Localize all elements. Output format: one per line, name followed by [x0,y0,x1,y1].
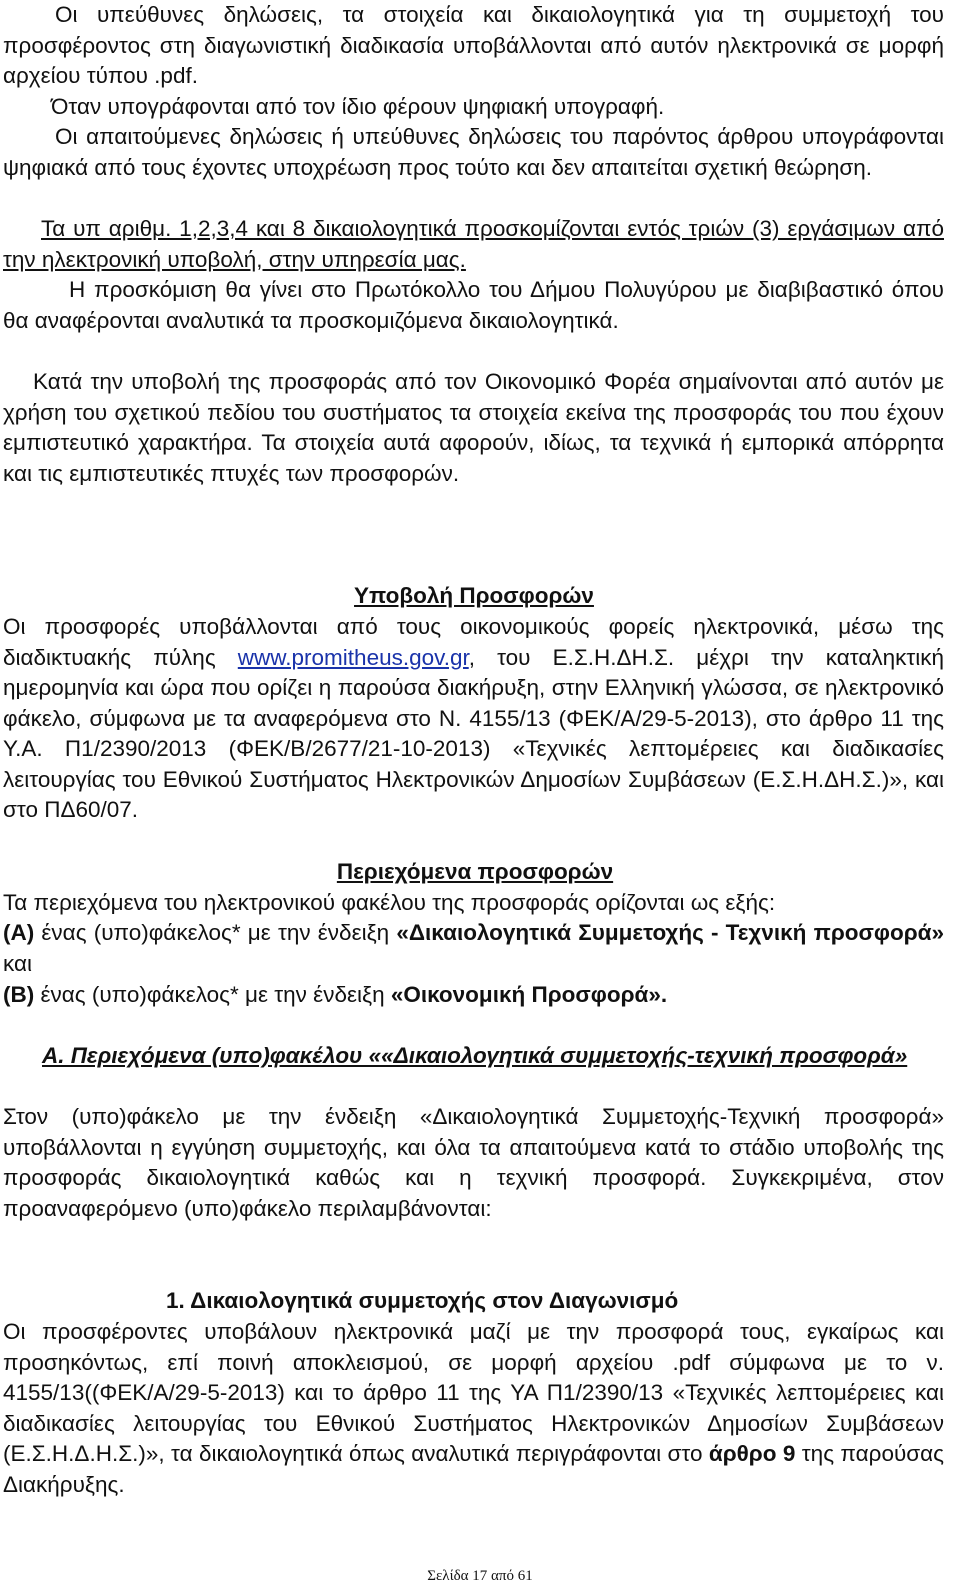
item-1-text-end: της παρούσας Διακήρυξης. [3,1441,944,1497]
item-b-envelope [3,980,944,1011]
page-number-footer: Σελίδα 17 από 61 [427,1568,533,1584]
item-a-text: ένας (υπο)φάκελος* με την ένδειξη [34,920,397,945]
item-1-text-start: Οι προσφέροντες υποβάλουν ηλεκτρονικά μαζί με την προσφορά τους, εγκαίρως και προσηκόντως, επί ποινή αποκλεισμού, σε μορφή αρχείου .pdf σύμφωνα με το ν. 4155/13((ΦΕΚ/Α/29-5-2013) και το άρθρο 11 της ΥΑ Π1/2390/13 «Τεχνικές λεπτομέρειες και διαδικασίες λειτουργίας του Εθνικού Συστήματος Ηλεκτρονικών Δημοσίων Συμβάσεων (Ε.Σ.Η.Δ.Η.Σ.)», τα δικαιολογητικά όπως αναλυτικά περιγράφονται στο [3,1319,944,1466]
heading-submission: Υποβολή Προσφορών [354,583,594,608]
submission-text-end: , του Ε.Σ.Η.ΔΗ.Σ. μέχρι την καταληκτική ημερομηνία και ώρα που ορίζει η παρούσα διακήρυξη, στην Ελληνική γλώσσα, σε ηλεκτρονικό φάκελο, σύμφωνα με τα αναφερόμενα στο Ν. 4155/13 (ΦΕΚ/Α/29-5-2013), στο άρθρο 11 της Υ.Α. Π1/2390/2013 (ΦΕΚ/Β/2677/21-10-2013) «Τεχνικές λεπτομέρειες και διαδικασίες λειτουργίας του Εθνικού Συστήματος Ηλεκτρονικών Δημοσίων Συμβάσεων (Ε.Σ.Η.ΔΗ.Σ.)», και στο ΠΔ60/07. [3,644,944,822]
paragraph-documents-delivery: Τα υπ αριθμ. 1,2,3,4 και 8 δικαιολογητικά προσκομίζονται εντός τριών (3) εργάσιμων από την ηλεκτρονική υποβολή, στην υπηρεσία μας. [3,216,944,272]
item-b-label: (Β) [3,982,35,1007]
paragraph-confidential: Κατά την υποβολή της προσφοράς από τον Οικονομικό Φορέα σημαίνονται από αυτόν με χρήση του σχετικού πεδίου του συστήματος τα στοιχεία εκείνα της προσφοράς του που έχουν εμπιστευτικό χαρακτήρα. Τα στοιχεία αυτά αφορούν, ιδίως, τα τεχνικά ή εμπορικά απόρρητα και τις εμπιστευτικές πτυχές των προσφορών. [3,369,944,486]
paragraph-submission [3,612,944,826]
heading-section-a: Α. Περιεχόμενα (υπο)φακέλου ««Δικαιολογητικά συμμετοχής-τεχνική προσφορά» [42,1043,908,1068]
paragraph-digital-signing: Οι απαιτούμενες δηλώσεις ή υπεύθυνες δηλώσεις του παρόντος άρθρου υπογράφονται ψηφιακά από τους έχοντες υποχρέωση προς τούτο και δεν απαιτείται σχετική θεώρηση. [3,124,944,180]
item-a-tail: και [3,950,32,976]
item-b-bold: «Οικονομική Προσφορά». [390,982,668,1007]
paragraph-protocol: Η προσκόμιση θα γίνει στο Πρωτόκολλο του Δήμου Πολυγύρου με διαβιβαστικό όπου θα αναφέρονται αναλυτικά τα προσκομιζόμενα δικαιολογητικά. [3,277,944,333]
item-a-envelope [3,918,944,979]
heading-item-1: 1. Δικαιολογητικά συμμετοχής στον Διαγωνισμό [166,1288,679,1313]
paragraph-signature: Όταν υπογράφονται από τον ίδιο φέρουν ψηφιακή υπογραφή. [51,94,665,119]
item-a-label: (Α) [3,920,35,945]
item-1-article-ref: άρθρο 9 [708,1441,796,1466]
item-a-bold: «Δικαιολογητικά Συμμετοχής - Τεχνική προσφορά» [396,920,944,945]
item-b-text: ένας (υπο)φάκελος* με την ένδειξη [34,982,391,1007]
paragraph-section-a: Στον (υπο)φάκελο με την ένδειξη «Δικαιολογητικά Συμμετοχής-Τεχνική προσφορά» υποβάλλονται η εγγύηση συμμετοχής, και όλα τα απαιτούμενα κατά το στάδιο υποβολής της προσφοράς δικαιολογητικά καθώς και η τεχνική προσφορά. Συγκεκριμένα, στον προαναφερόμενο (υπο)φάκελο περιλαμβάνονται: [3,1104,944,1221]
paragraph-contents-intro: Τα περιεχόμενα του ηλεκτρονικού φακέλου της προσφοράς ορίζονται ως εξής: [3,890,776,915]
heading-contents: Περιεχόμενα προσφορών [336,859,614,884]
submission-text-start: Οι προσφορές υποβάλλονται από τους οικονομικούς φορείς ηλεκτρονικά, μέσω της διαδικτυακής πύλης [3,614,944,670]
promitheus-link[interactable]: www.promitheus.gov.gr [237,644,469,670]
paragraph-item-1 [3,1317,944,1500]
paragraph-declarations: Οι υπεύθυνες δηλώσεις, τα στοιχεία και δικαιολογητικά για τη συμμετοχή του προσφέροντος στη διαγωνιστική διαδικασία υποβάλλονται από αυτόν ηλεκτρονικά σε μορφή αρχείου τύπου .pdf. [3,2,944,88]
